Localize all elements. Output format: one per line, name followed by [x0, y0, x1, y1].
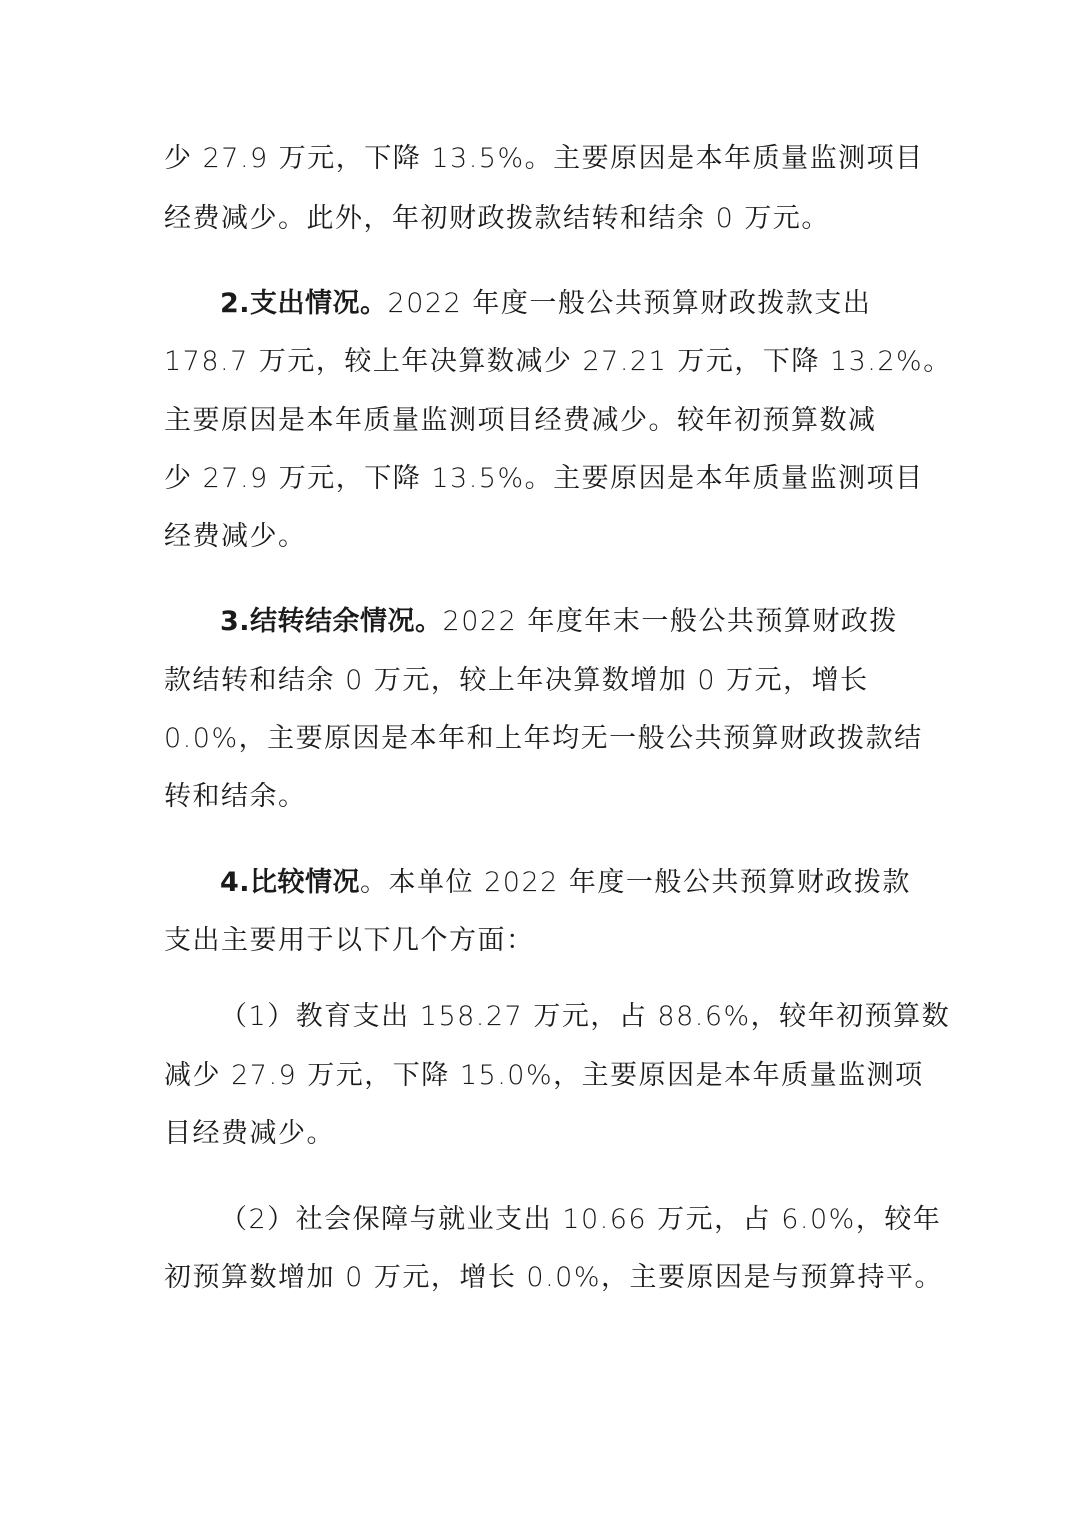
- paragraph-line: 经费减少。: [164, 521, 307, 552]
- paragraph-line: 少 27.9 万元，下降 13.5%。主要原因是本年质量监测项目: [164, 463, 924, 494]
- paragraph-text: 。本单位 2022 年度一般公共预算财政拨款: [360, 867, 911, 898]
- paragraph-line: 少 27.9 万元，下降 13.5%。主要原因是本年质量监测项目: [164, 143, 924, 174]
- paragraph-line: 支出主要用于以下几个方面：: [164, 925, 535, 956]
- paragraph-line: 主要原因是本年质量监测项目经费减少。较年初预算数减: [164, 405, 877, 436]
- section-2-heading: 2.支出情况。: [220, 288, 388, 319]
- paragraph-line: 0.0%，主要原因是本年和上年均无一般公共预算财政拨款结: [164, 723, 923, 754]
- section-4-first-line: [220, 866, 911, 900]
- section-4-heading: 4.比较情况: [220, 867, 361, 898]
- section-3-heading: 3.结转结余情况。: [220, 606, 443, 637]
- list-item-first-line: （1）教育支出 158.27 万元，占 88.6%，较年初预算数: [220, 1001, 951, 1032]
- paragraph-line: 款结转和结余 0 万元，较上年决算数增加 0 万元，增长: [164, 665, 869, 696]
- paragraph-line: 目经费减少。: [164, 1118, 335, 1149]
- section-3-first-line: [220, 605, 898, 639]
- paragraph-line: 178.7 万元，较上年决算数减少 27.21 万元，下降 13.2%。: [164, 346, 952, 377]
- paragraph-line: 经费减少。此外，年初财政拨款结转和结余 0 万元。: [164, 203, 830, 234]
- paragraph-line: 初预算数增加 0 万元，增长 0.0%，主要原因是与预算持平。: [164, 1262, 944, 1293]
- paragraph-line: 转和结余。: [164, 781, 307, 812]
- section-2-first-line: [220, 287, 871, 321]
- paragraph-text: 2022 年度一般公共预算财政拨款支出: [387, 288, 872, 319]
- paragraph-text: 2022 年度年末一般公共预算财政拨: [442, 606, 898, 637]
- list-item-first-line: （2）社会保障与就业支出 10.66 万元，占 6.0%，较年: [220, 1204, 942, 1235]
- paragraph-line: 减少 27.9 万元，下降 15.0%，主要原因是本年质量监测项: [164, 1060, 924, 1091]
